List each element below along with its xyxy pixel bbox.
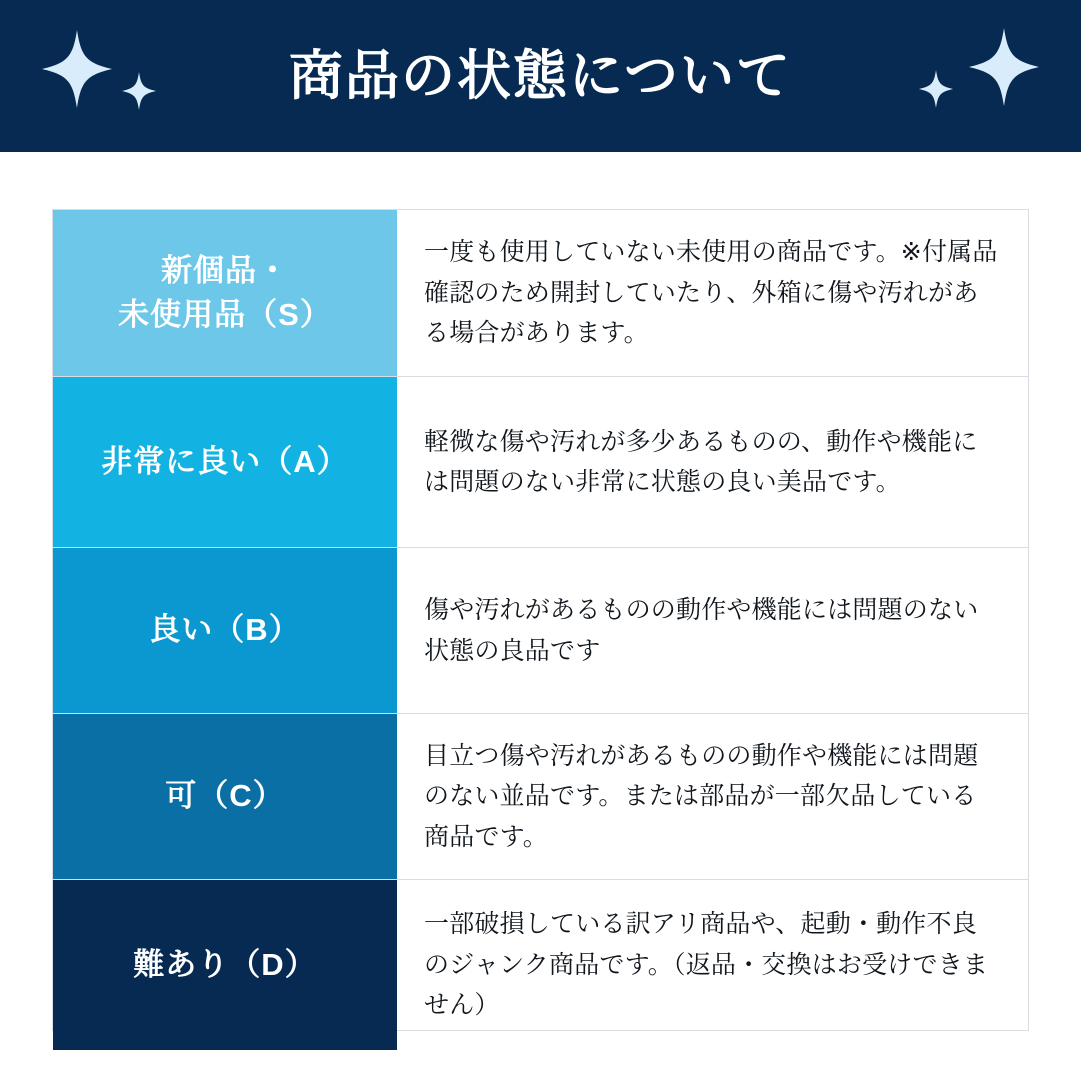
table-row — [53, 210, 1028, 377]
description-cell-d — [397, 880, 1028, 1050]
grade-cell-d — [53, 880, 397, 1050]
grade-cell-a — [53, 377, 397, 547]
table-row — [53, 714, 1028, 880]
grade-label-b: 良い（B） — [149, 612, 301, 648]
table-row — [53, 377, 1028, 548]
page-header — [0, 0, 1081, 152]
sparkle-icon — [42, 30, 112, 108]
grade-cell-s — [53, 210, 397, 376]
table-row — [53, 548, 1028, 714]
table-row — [53, 880, 1028, 1050]
description-cell-s — [397, 210, 1028, 376]
grade-cell-c — [53, 714, 397, 879]
description-cell-b — [397, 548, 1028, 713]
description-text-c: 目立つ傷や汚れがあるものの動作や機能には問題のない並品です。または部品が一部欠品している商品です。 — [424, 741, 979, 851]
grade-cell-b — [53, 548, 397, 713]
grade-label-d: 難あり（D） — [133, 946, 317, 982]
page-title: 商品の状態について — [289, 46, 792, 106]
description-text-b: 傷や汚れがあるものの動作や機能には問題のない状態の良品です — [424, 596, 979, 665]
grade-label-s — [118, 249, 332, 337]
description-cell-a — [397, 377, 1028, 547]
sparkle-icon — [969, 28, 1039, 106]
sparkle-icon — [122, 72, 156, 110]
description-text-a: 軽微な傷や汚れが多少あるものの、動作や機能には問題のない非常に状態の良い美品です。 — [424, 427, 978, 496]
grade-label-s-line2: 未使用品（S） — [118, 297, 332, 332]
grade-label-c: 可（C） — [165, 778, 285, 814]
description-cell-c — [397, 714, 1028, 879]
grade-label-a: 非常に良い（A） — [101, 443, 349, 479]
description-text-d: 一部破損している訳アリ商品や、起動・動作不良のジャンク商品です。（返品・交換はお受けできません） — [424, 910, 989, 1020]
grade-label-s-line1: 新個品・ — [161, 252, 289, 288]
description-text-s: 一度も使用していない未使用の商品です。※付属品確認のため開封していたり、外箱に傷や汚れがある場合があります。 — [424, 238, 998, 348]
sparkle-icon — [919, 70, 953, 108]
condition-table — [52, 209, 1029, 1031]
